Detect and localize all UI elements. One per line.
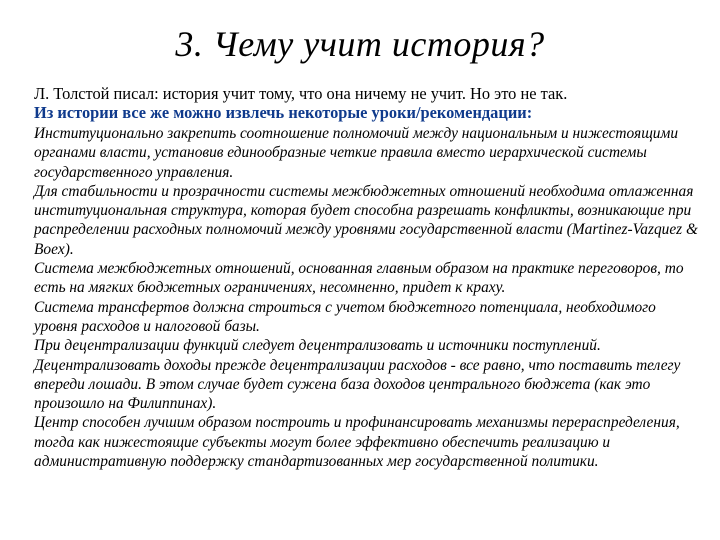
lesson-paragraph: Институционально закрепить соотношение полномочий между национальным и нижестоящими органами власти, установив единообразные четкие правила вместо иерархической системы государственного управления. (34, 125, 679, 181)
lesson-paragraph: При децентрализации функций следует децентрализовать и источники поступлений. (34, 337, 601, 355)
lesson-paragraph: Система межбюджетных отношений, основанная главным образом на практике переговоров, то есть на мягких бюджетных ограничениях, несомненно, придет к краху. (34, 260, 684, 297)
intro-line: Л. Толстой писал: история учит тому, что она ничему не учит. Но это не так. (34, 84, 568, 103)
lesson-paragraph: Центр способен лучшим образом построить и профинансировать механизмы перераспределения, тогда как нижестоящие субъекты могут более эффективно обеспечить реализацию и административную поддержку стандартизованных мер государственной политики. (34, 414, 680, 471)
lesson-paragraph: Для стабильности и прозрачности системы межбюджетных отношений необходима отлаженная институциональная структура, которая будет способна разрешать конфликты, возникающие при распределении расходных полномочий между уровнями государственной власти (Martinez-Vazquez & Boex). (34, 182, 698, 258)
lesson-paragraph: Система трансфертов должна строиться с учетом бюджетного потенциала, необходимого уровня расходов и налоговой базы. (34, 298, 656, 335)
lesson-paragraph: Децентрализовать доходы прежде децентрализации расходов - все равно, что поставить телегу впереди лошади. В этом случае будет сужена база доходов центрального бюджета (как это произошло на Филиппинах). (34, 356, 681, 413)
slide-title: 3. Чему учит история? (175, 24, 545, 64)
lessons-subheading: Из истории все же можно извлечь некоторые уроки/рекомендации: (34, 103, 533, 122)
lessons-body (34, 124, 699, 471)
